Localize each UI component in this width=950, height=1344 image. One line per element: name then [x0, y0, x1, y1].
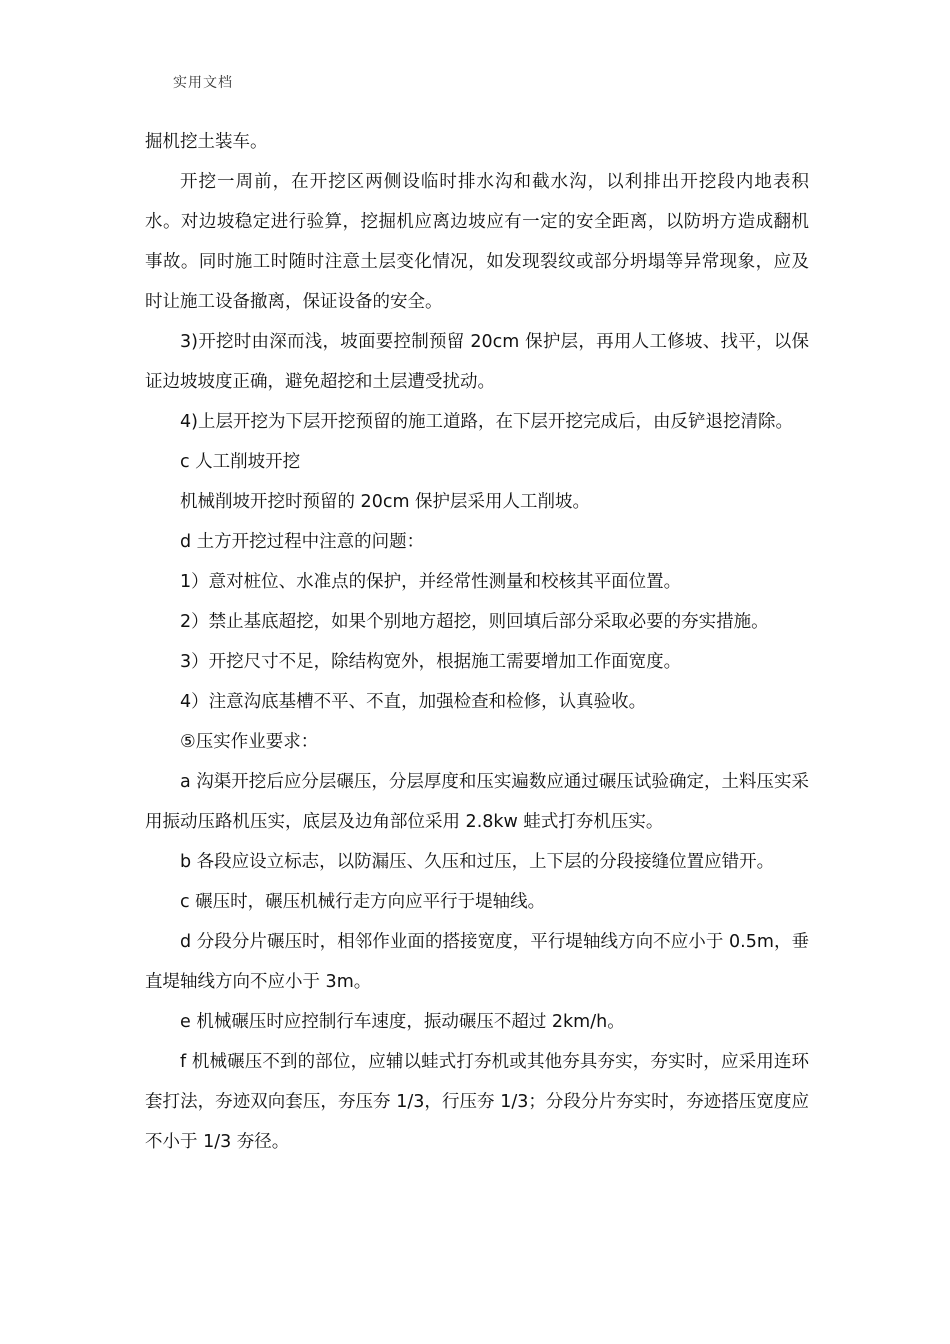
paragraph-2: 开挖一周前，在开挖区两侧设临时排水沟和截水沟，以利排出开挖段内地表积水。对边坡稳定进行验算，挖掘机应离边坡应有一定的安全距离，以防坍方造成翻机事故。同时施工时随时注意土层变化情况，如发现裂纹或部分坍塌等异常现象，应及时让施工设备撤离，保证设备的安全。 [145, 172, 809, 312]
paragraph-3: 3)开挖时由深而浅，坡面要控制预留 20cm 保护层，再用人工修坡、找平，以保证边坡坡度正确，避免超挖和土层遭受扰动。 [145, 332, 809, 392]
section-heading-5: ⑤压实作业要求： [180, 732, 319, 752]
list-item-1: 1）意对桩位、水准点的保护，并经常性测量和校核其平面位置。 [180, 572, 682, 592]
paragraph-1: 掘机挖土装车。 [145, 132, 268, 152]
list-item-3: 3）开挖尺寸不足，除结构宽外，根据施工需要增加工作面宽度。 [180, 652, 682, 672]
document-body [145, 122, 809, 1162]
page-header: 实用文档 [173, 75, 233, 91]
list-item-2: 2）禁止基底超挖，如果个别地方超挖，则回填后部分采取必要的夯实措施。 [180, 612, 769, 632]
requirement-e: e 机械碾压时应控制行车速度，振动碾压不超过 2km/h。 [180, 1012, 625, 1032]
requirement-d: d 分段分片碾压时，相邻作业面的搭接宽度，平行堤轴线方向不应小于 0.5m，垂直堤轴线方向不应小于 3m。 [145, 932, 809, 992]
paragraph-6: 机械削坡开挖时预留的 20cm 保护层采用人工削坡。 [180, 492, 591, 512]
section-heading-d: d 土方开挖过程中注意的问题： [180, 532, 425, 552]
paragraph-4: 4)上层开挖为下层开挖预留的施工道路，在下层开挖完成后，由反铲退挖清除。 [180, 412, 793, 432]
requirement-c: c 碾压时，碾压机械行走方向应平行于堤轴线。 [180, 892, 546, 912]
list-item-4: 4）注意沟底基槽不平、不直，加强检查和检修，认真验收。 [180, 692, 647, 712]
requirement-b: b 各段应设立标志，以防漏压、久压和过压，上下层的分段接缝位置应错开。 [180, 852, 775, 872]
requirement-f: f 机械碾压不到的部位，应辅以蛙式打夯机或其他夯具夯实，夯实时，应采用连环套打法，夯迹双向套压，夯压夯 1/3，行压夯 1/3；分段分片夯实时，夯迹搭压宽度应不小于 1/3 夯径。 [145, 1052, 809, 1152]
section-heading-c: c 人工削坡开挖 [180, 452, 301, 472]
requirement-a: a 沟渠开挖后应分层碾压，分层厚度和压实遍数应通过碾压试验确定，土料压实采用振动压路机压实，底层及边角部位采用 2.8kw 蛙式打夯机压实。 [145, 772, 809, 832]
